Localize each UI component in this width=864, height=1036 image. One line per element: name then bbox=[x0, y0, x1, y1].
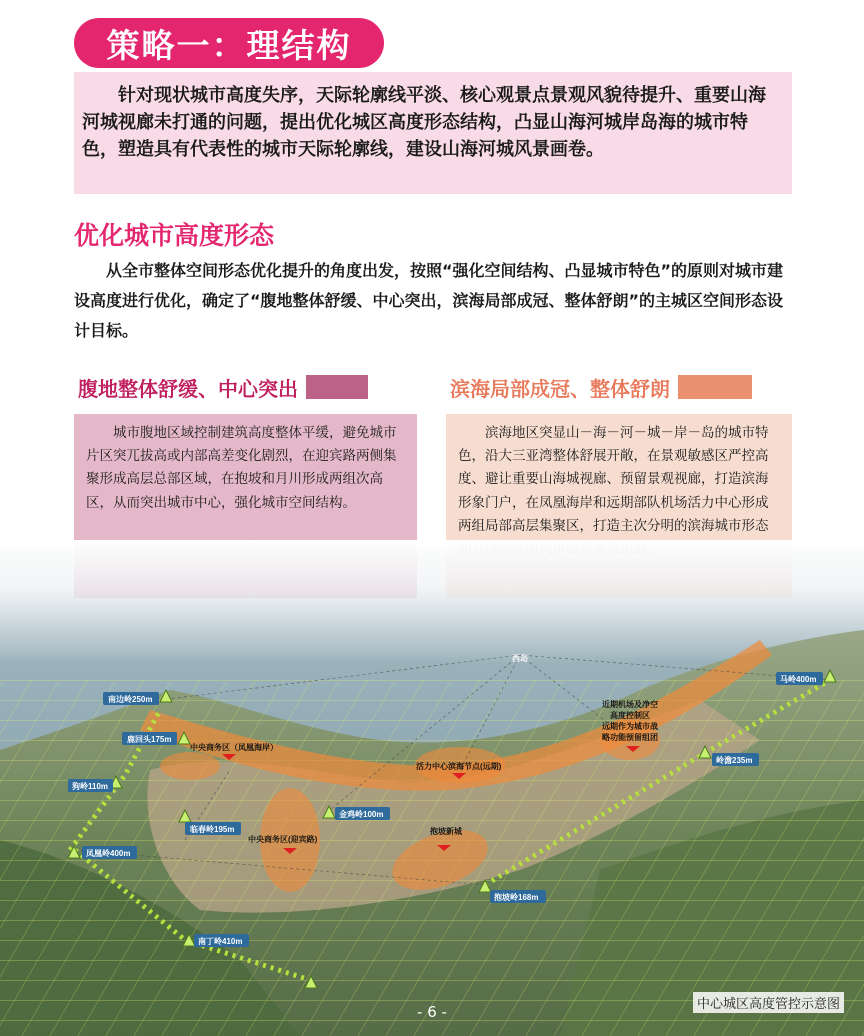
peak-label: 临春岭195m bbox=[190, 825, 235, 834]
section-body: 从全市整体空间形态优化提升的角度出发，按照“强化空间结构、凸显城市特色”的原则对城市建设高度进行优化，确定了“腹地整体舒缓、中心突出，滨海局部成冠、整体舒朗”的主城区空间形态设计目标。 bbox=[74, 261, 784, 340]
page-title: 策略一：理结构 bbox=[106, 25, 352, 65]
intro-box: 针对现状城市高度失序，天际轮廓线平淡、核心观景点景观风貌待提升、重要山海河城视廊未打通的问题，提出优化城区高度形态结构，凸显山海河城岸岛海的城市特色，塑造具有代表性的城市天际轮廓线，建设山海河城风景画卷。 bbox=[74, 72, 792, 194]
airport-label-line: 远期作为城市战 bbox=[602, 722, 658, 731]
title-banner bbox=[74, 18, 384, 68]
left-heading bbox=[74, 372, 417, 402]
right-heading-label: 滨海局部成冠、整体舒朗 bbox=[450, 376, 670, 401]
island-label: 西岛 bbox=[512, 654, 528, 663]
zone-label: 活力中心滨海节点(远期) bbox=[416, 762, 502, 771]
peak-label: 鹿回头175m bbox=[127, 735, 172, 744]
peak-label: 狗岭110m bbox=[72, 782, 109, 791]
right-heading-bar bbox=[678, 375, 752, 399]
right-body: 滨海地区突显山－海－河－城－岸－岛的城市特色，沿大三亚湾整体舒展开敞，在景观敏感区严控高度、避让重要山海城视廊、预留景观视廊，打造滨海形象门户，在凤凰海岸和远期部队机场活力中心形成两组局部高层集聚区，打造主次分明的滨海城市形态 bbox=[446, 414, 792, 598]
peak-label: 马岭400m bbox=[780, 675, 817, 684]
peak-label: 抱坡岭168m bbox=[494, 893, 539, 902]
right-heading bbox=[446, 372, 792, 402]
left-body: 城市腹地区域控制建筑高度整体平缓，避免城市片区突兀拔高或内部高差变化剧烈，在迎宾路两侧集聚形成高层总部区域，在抱坡和月川形成两组次高区，从而突出城市中心，强化城市空间结构。 bbox=[74, 414, 417, 598]
page-number: - 6 - bbox=[417, 1003, 447, 1021]
left-heading-label: 腹地整体舒缓、中心突出 bbox=[78, 376, 298, 401]
peak-label: 南丁岭410m bbox=[198, 937, 243, 946]
section-title: 优化城市高度形态 bbox=[74, 221, 275, 250]
peak-label: 南边岭250m bbox=[108, 695, 153, 704]
zone-label: 抱坡新城 bbox=[430, 827, 462, 836]
zone-label: 中央商务区(迎宾路) bbox=[248, 835, 318, 844]
airport-label-line: 高度控制区 bbox=[610, 711, 650, 720]
left-heading-bar bbox=[306, 375, 368, 399]
height-control-map bbox=[0, 540, 864, 1036]
map-caption: 中心城区高度管控示意图 bbox=[693, 992, 844, 1013]
airport-label-line: 近期机场及净空 bbox=[602, 700, 658, 709]
airport-label-line: 略功能预留组团 bbox=[602, 733, 658, 742]
peak-label: 凤凰岭400m bbox=[86, 849, 131, 858]
zone-label: 中央商务区（凤凰海岸） bbox=[190, 743, 278, 752]
peak-label: 金鸡岭100m bbox=[339, 810, 384, 819]
peak-label: 岭澹235m bbox=[716, 756, 753, 765]
